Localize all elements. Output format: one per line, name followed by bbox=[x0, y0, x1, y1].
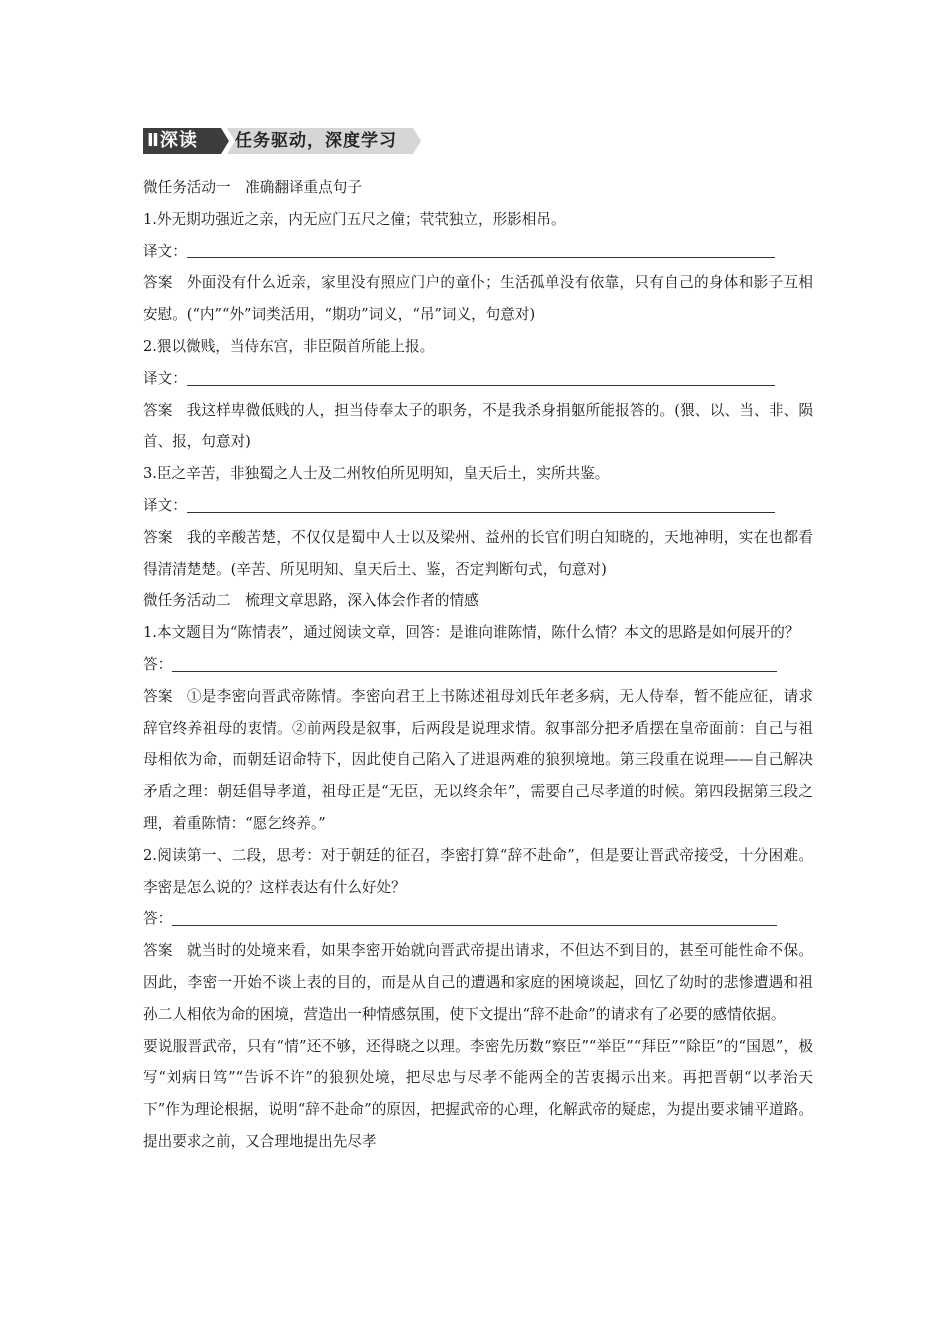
answer-2-1 bbox=[143, 681, 813, 840]
translation-blank-1-1[interactable] bbox=[143, 236, 813, 268]
blank-label: 译文： bbox=[143, 496, 187, 514]
answer-label: 答案 bbox=[143, 274, 173, 292]
answer-text: 外面没有什么近亲，家里没有照应门户的童仆；生活孤单没有依靠，只有自己的身体和影子互相安慰。(“内”“外”词类活用，“期功”词义，“吊”词义，句意对) bbox=[143, 274, 813, 324]
activity-two-title: 微任务活动二 梳理文章思路，深入体会作者的情感 bbox=[143, 592, 479, 610]
answer-blank-2-2[interactable] bbox=[143, 903, 813, 935]
question-1-1: 1.外无期功强近之亲，内无应门五尺之僮；茕茕独立，形影相吊。 bbox=[143, 210, 566, 228]
answer-label: 答案 bbox=[143, 401, 173, 419]
question-2-2: 2.阅读第一、二段，思考：对于朝廷的征召，李密打算“辞不赴命”，但是要让晋武帝接受，十分困难。李密是怎么说的？这样表达有什么好处？ bbox=[143, 846, 813, 896]
question-2-1: 1.本文题目为“陈情表”，通过阅读文章，回答：是谁向谁陈情，陈什么情？本文的思路是如何展开的？ bbox=[143, 624, 800, 642]
section-title: 任务驱动，深度学习 bbox=[235, 131, 397, 151]
answer-2-2 bbox=[143, 935, 813, 1030]
answer-label: 答案 bbox=[143, 942, 173, 960]
answer-text: 我这样卑微低贱的人，担当侍奉太子的职务，不是我杀身捐躯所能报答的。(猥、以、当、非、陨首、报，句意对) bbox=[143, 401, 813, 451]
answer-text: ①是李密向晋武帝陈情。李密向君王上书陈述祖母刘氏年老多病，无人侍奉，暂不能应征，请求辞官终养祖母的衷情。②前两段是叙事，后两段是说理求情。叙事部分把矛盾摆在皇帝面前：自己与祖母相依为命，而朝廷诏命特下，因此使自己陷入了进退两难的狼狈境地。第三段重在说理——自己解决矛盾之理：朝廷倡导孝道，祖母正是“无臣，无以终余年”，需要自己尽孝道的时候。第四段据第三段之理，着重陈情：“愿乞终养。” bbox=[143, 687, 813, 832]
blank-label: 译文： bbox=[143, 369, 187, 387]
answer-1-3 bbox=[143, 522, 813, 586]
blank-label: 答： bbox=[143, 655, 173, 673]
section-tag: Ⅱ深读 bbox=[147, 130, 198, 151]
blank-label: 译文： bbox=[143, 242, 187, 260]
answer-1-1 bbox=[143, 267, 813, 331]
answer-1-2 bbox=[143, 395, 813, 459]
answer-line[interactable] bbox=[187, 385, 775, 386]
question-1-2: 2.猥以微贱，当侍东宫，非臣陨首所能上报。 bbox=[143, 337, 435, 355]
answer-label: 答案 bbox=[143, 528, 173, 546]
answer-2-2-continuation: 要说服晋武帝，只有“情”还不够，还得晓之以理。李密先历数“察臣”“举臣”“拜臣”“除臣”的“国恩”，极写“刘病日笃”“告诉不许”的狼狈处境，把尽忠与尽孝不能两全的苦衷揭示出来。再把晋朝“以孝治天下”作为理论根据，说明“辞不赴命”的原因，把握武帝的心理，化解武帝的疑虑，为提出要求铺平道路。提出要求之前，又合理地提出先尽孝 bbox=[143, 1037, 813, 1150]
answer-line[interactable] bbox=[172, 925, 777, 926]
activity-one-title: 微任务活动一 准确翻译重点句子 bbox=[143, 179, 362, 196]
answer-label: 答案 bbox=[143, 687, 173, 705]
answer-line[interactable] bbox=[187, 512, 775, 513]
question-1-3: 3.臣之辛苦，非独蜀之人士及二州牧伯所见明知，皇天后土，实所共鉴。 bbox=[143, 465, 610, 483]
translation-blank-1-2[interactable] bbox=[143, 363, 813, 395]
section-banner bbox=[143, 126, 423, 156]
main-content bbox=[143, 172, 813, 1158]
answer-line[interactable] bbox=[187, 257, 775, 258]
blank-label: 答： bbox=[143, 910, 173, 928]
translation-blank-1-3[interactable] bbox=[143, 490, 813, 522]
answer-text: 我的辛酸苦楚，不仅仅是蜀中人士以及梁州、益州的长官们明白知晓的，天地神明，实在也都看得清清楚楚。(辛苦、所见明知、皇天后土、鉴，否定判断句式，句意对) bbox=[143, 528, 813, 578]
answer-line[interactable] bbox=[172, 671, 777, 672]
answer-text: 就当时的处境来看，如果李密开始就向晋武帝提出请求，不但达不到目的，甚至可能性命不保。因此，李密一开始不谈上表的目的，而是从自己的遭遇和家庭的困境谈起，回忆了幼时的悲惨遭遇和祖孙二人相依为命的困境，营造出一种情感氛围，使下文提出“辞不赴命”的请求有了必要的感情依据。 bbox=[143, 942, 813, 1023]
answer-blank-2-1[interactable] bbox=[143, 649, 813, 681]
